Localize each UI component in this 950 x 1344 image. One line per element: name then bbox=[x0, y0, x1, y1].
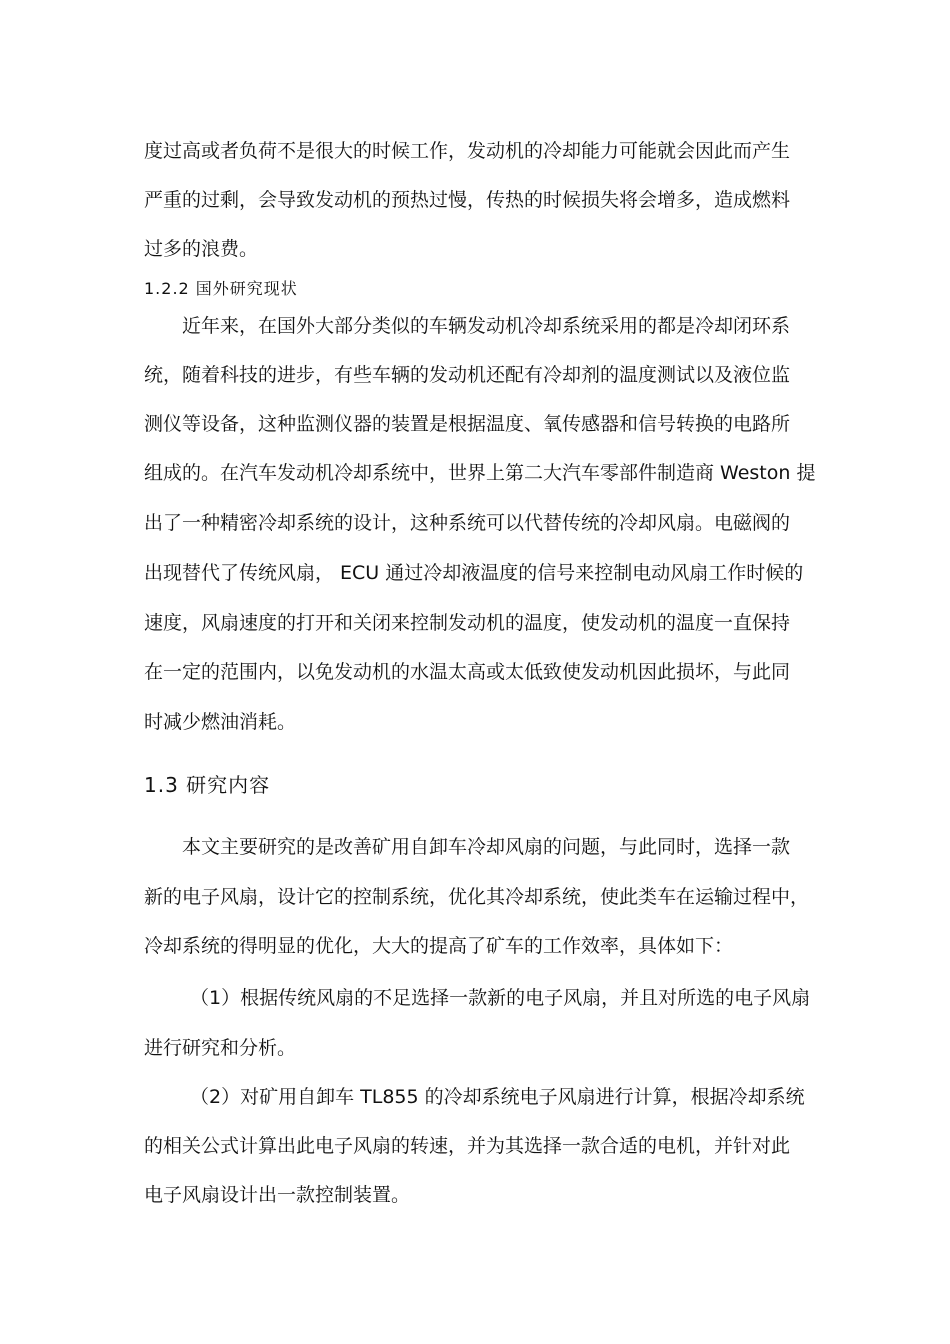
section-heading: 1.3 研究内容 bbox=[144, 773, 271, 797]
paragraph-line: 时减少燃油消耗。 bbox=[144, 711, 297, 733]
paragraph-line: 在一定的范围内，以免发动机的水温太高或太低致使发动机因此损坏，与此同 bbox=[144, 661, 791, 683]
paragraph-line: 测仪等设备，这种监测仪器的装置是根据温度、氧传感器和信号转换的电路所 bbox=[144, 413, 791, 435]
paragraph-line: 速度，风扇速度的打开和关闭来控制发动机的温度，使发动机的温度一直保持 bbox=[144, 612, 791, 634]
paragraph-line: 冷却系统的得明显的优化，大大的提高了矿车的工作效率，具体如下： bbox=[144, 935, 734, 957]
list-item-line: 的相关公式计算出此电子风扇的转速，并为其选择一款合适的电机，并针对此 bbox=[144, 1135, 791, 1157]
paragraph-line: 度过高或者负荷不是很大的时候工作，发动机的冷却能力可能就会因此而产生 bbox=[144, 140, 791, 162]
subsection-heading: 1.2.2 国外研究现状 bbox=[144, 279, 298, 298]
paragraph-line: 严重的过剩，会导致发动机的预热过慢，传热的时候损失将会增多，造成燃料 bbox=[144, 189, 791, 211]
paragraph-line: 组成的。在汽车发动机冷却系统中，世界上第二大汽车零部件制造商 Weston 提 bbox=[144, 462, 816, 484]
paragraph-line: 统，随着科技的进步，有些车辆的发动机还配有冷却剂的温度测试以及液位监 bbox=[144, 364, 791, 386]
paragraph-line: 新的电子风扇，设计它的控制系统，优化其冷却系统，使此类车在运输过程中， bbox=[144, 886, 810, 908]
list-item-line: 电子风扇设计出一款控制装置。 bbox=[144, 1184, 411, 1206]
list-item-line: （2）对矿用自卸车 TL855 的冷却系统电子风扇进行计算，根据冷却系统 bbox=[190, 1086, 805, 1108]
list-item-line: （1）根据传统风扇的不足选择一款新的电子风扇，并且对所选的电子风扇 bbox=[190, 987, 811, 1009]
paragraph-line: 近年来，在国外大部分类似的车辆发动机冷却系统采用的都是冷却闭环系 bbox=[182, 315, 791, 337]
paragraph-line: 出现替代了传统风扇， ECU 通过冷却液温度的信号来控制电动风扇工作时候的 bbox=[144, 562, 804, 584]
paragraph-line: 出了一种精密冷却系统的设计，这种系统可以代替传统的冷却风扇。电磁阀的 bbox=[144, 512, 791, 534]
list-item-line: 进行研究和分析。 bbox=[144, 1037, 297, 1059]
paragraph-line: 过多的浪费。 bbox=[144, 238, 259, 260]
paragraph-line: 本文主要研究的是改善矿用自卸车冷却风扇的问题，与此同时，选择一款 bbox=[182, 836, 791, 858]
